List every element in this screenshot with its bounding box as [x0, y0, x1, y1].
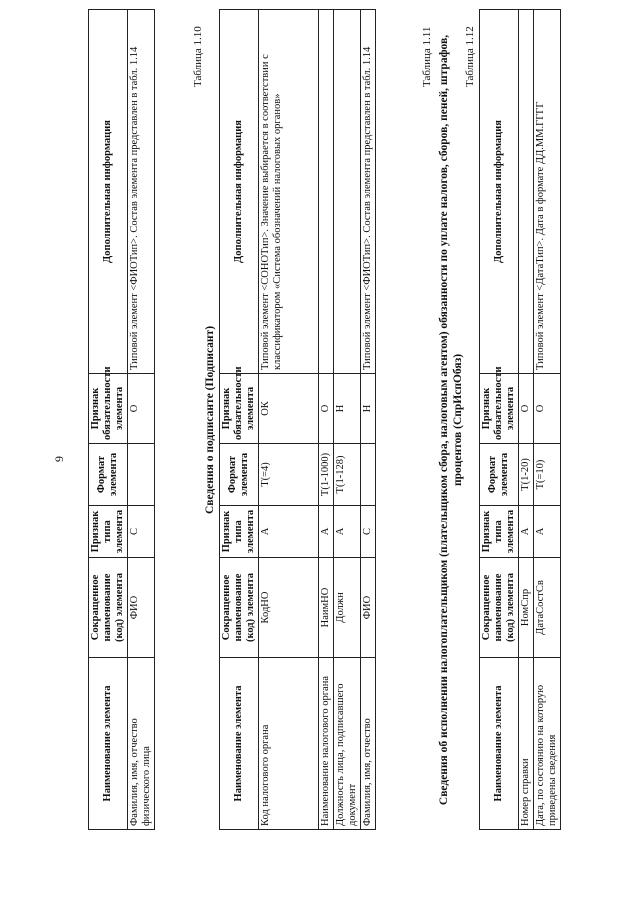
header-required: Признак обязательности элемента	[89, 374, 128, 444]
cell-code: Должн	[334, 558, 361, 658]
cell-info: Типовой элемент <ФИОТип>. Состав элемента представлен в табл. 1.14	[361, 10, 376, 374]
header-info: Дополнительная информация	[480, 10, 519, 374]
cell-type: С	[361, 506, 376, 558]
header-info: Дополнительная информация	[89, 10, 128, 374]
table-row	[334, 10, 361, 830]
cell-format: Т(1-128)	[334, 444, 361, 506]
cell-name: Фамилия, имя, отчество физического лица	[128, 658, 155, 830]
header-type: Признак типа элемента	[220, 506, 259, 558]
header-name: Наименование элемента	[89, 658, 128, 830]
cell-type: С	[128, 506, 155, 558]
cell-format: Т(=4)	[259, 444, 319, 506]
cell-info	[519, 10, 534, 374]
header-name: Наименование элемента	[220, 658, 259, 830]
table-label: Таблица 1.10	[192, 26, 204, 87]
cell-name: Дата, по состоянию на которую приведены сведения	[534, 658, 561, 830]
cell-format: Т(1-1000)	[319, 444, 334, 506]
header-format: Формат элемента	[220, 444, 259, 506]
cell-code: ФИО	[361, 558, 376, 658]
cell-code: ФИО	[128, 558, 155, 658]
table-row	[519, 10, 534, 830]
table-row	[534, 10, 561, 830]
cell-info	[319, 10, 334, 374]
table-row	[319, 10, 334, 830]
cell-name: Номер справки	[519, 658, 534, 830]
cell-format	[361, 444, 376, 506]
cell-required: ОК	[259, 374, 319, 444]
cell-type: А	[259, 506, 319, 558]
cell-name: Фамилия, имя, отчество	[361, 658, 376, 830]
table-row	[259, 10, 319, 830]
table-caption: Сведения об исполнении налогоплательщиком (плательщиком сбора, налоговым агентом) обязанности по уплате налогов, сборов, пеней, штрафов, процентов (СпрИспОбяз)	[438, 34, 464, 806]
cell-info: Типовой элемент <СОНОТип>. Значение выбирается в соответствии с классификатором «Система обозначений налоговых органов»	[259, 10, 319, 374]
table-caption: Сведения о подписанте (Подписант)	[204, 325, 216, 515]
header-row	[220, 10, 259, 830]
header-info: Дополнительная информация	[220, 10, 259, 374]
cell-format	[128, 444, 155, 506]
cell-required: Н	[361, 374, 376, 444]
cell-type: А	[519, 506, 534, 558]
header-type: Признак типа элемента	[480, 506, 519, 558]
page-number: 9	[52, 456, 66, 462]
cell-type: А	[334, 506, 361, 558]
cell-code: ДатаСостСв	[534, 558, 561, 658]
cell-info: Типовой элемент <ДатаТип>. Дата в формате ДД.ММ.ГГГГ	[534, 10, 561, 374]
table-3	[479, 9, 561, 830]
cell-required: О	[128, 374, 155, 444]
cell-required: О	[534, 374, 561, 444]
table-row	[361, 10, 376, 830]
cell-type: А	[319, 506, 334, 558]
header-code: Сокращенное наименование (код) элемента	[480, 558, 519, 658]
table-2	[219, 9, 376, 830]
cell-name: Должность лица, подписавшего документ	[334, 658, 361, 830]
table-1	[88, 9, 155, 830]
cell-info	[334, 10, 361, 374]
header-name: Наименование элемента	[480, 658, 519, 830]
header-format: Формат элемента	[89, 444, 128, 506]
cell-code: КодНО	[259, 558, 319, 658]
header-code: Сокращенное наименование (код) элемента	[220, 558, 259, 658]
cell-type: А	[534, 506, 561, 558]
header-row	[89, 10, 128, 830]
header-required: Признак обязательности элемента	[480, 374, 519, 444]
cell-required: О	[319, 374, 334, 444]
cell-name: Код налогового органа	[259, 658, 319, 830]
table-row	[128, 10, 155, 830]
header-required: Признак обязательности элемента	[220, 374, 259, 444]
cell-required: Н	[334, 374, 361, 444]
table-label: Таблица 1.12	[464, 26, 476, 87]
header-type: Признак типа элемента	[89, 506, 128, 558]
cell-required: О	[519, 374, 534, 444]
table-label: Таблица 1.11	[421, 26, 433, 87]
header-format: Формат элемента	[480, 444, 519, 506]
cell-format: Т(=10)	[534, 444, 561, 506]
cell-name: Наименование налогового органа	[319, 658, 334, 830]
header-code: Сокращенное наименование (код) элемента	[89, 558, 128, 658]
cell-code: НаимНО	[319, 558, 334, 658]
cell-code: НомСпр	[519, 558, 534, 658]
cell-info: Типовой элемент <ФИОТип>. Состав элемента представлен в табл. 1.14	[128, 10, 155, 374]
cell-format: Т(1-20)	[519, 444, 534, 506]
header-row	[480, 10, 519, 830]
